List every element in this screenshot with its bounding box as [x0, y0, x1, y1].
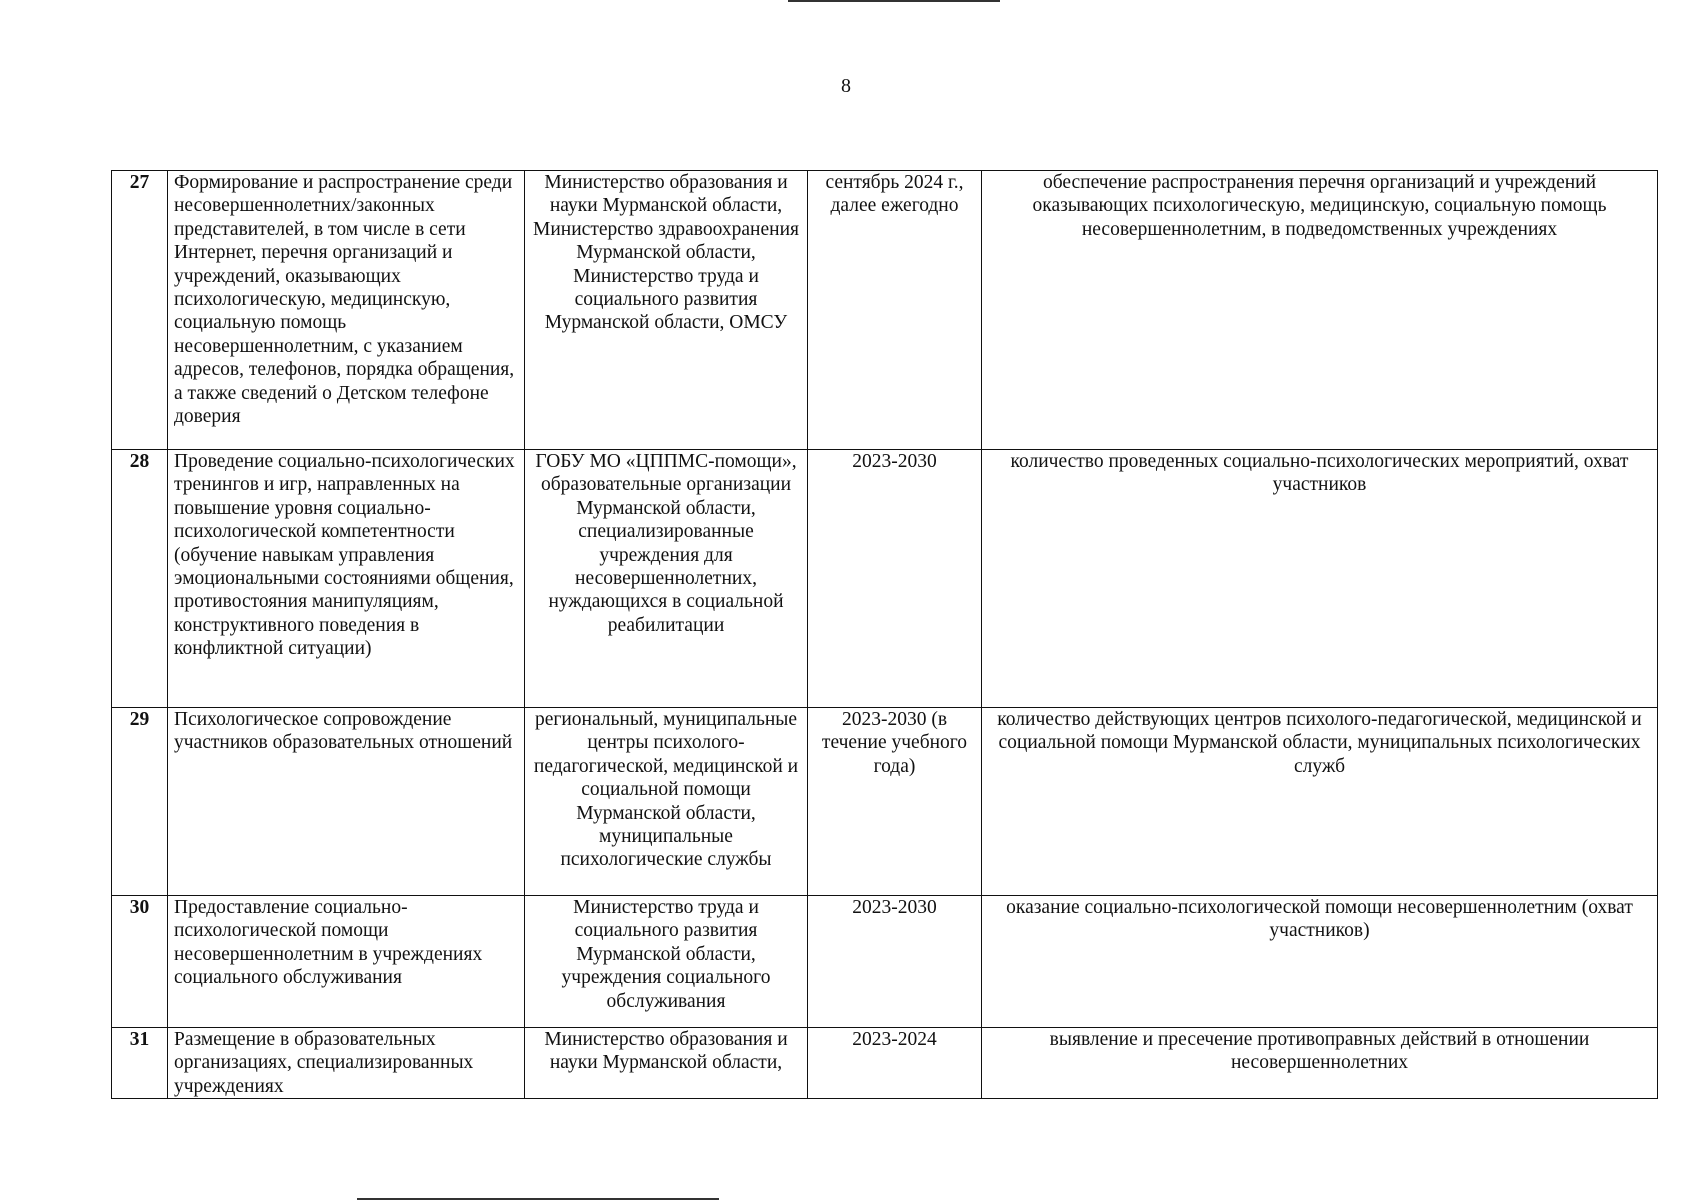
expected-result: количество действующих центров психолого-педагогической, медицинской и социальной помощи Мурманской области, муниципальных психологических служб — [982, 708, 1658, 896]
table-row — [112, 1028, 1658, 1099]
execution-term: 2023-2030 (в течение учебного года) — [808, 708, 982, 896]
measures-table — [111, 170, 1658, 1099]
row-number: 30 — [112, 896, 168, 1028]
event-description: Психологическое сопровождение участников образовательных отношений — [168, 708, 525, 896]
event-description: Предоставление социально-психологической помощи несовершеннолетним в учреждениях социального обслуживания — [168, 896, 525, 1028]
top-edge-mark — [788, 0, 1000, 2]
responsible-executors: региональный, муниципальные центры психолого-педагогической, медицинской и социальной помощи Мурманской области, муниципальные психологические службы — [525, 708, 808, 896]
expected-result: обеспечение распространения перечня организаций и учреждений оказывающих психологическую, медицинскую, социальную помощь несовершеннолетним, в подведомственных учреждениях — [982, 171, 1658, 450]
expected-result: количество проведенных социально-психологических мероприятий, охват участников — [982, 450, 1658, 708]
execution-term: 2023-2030 — [808, 896, 982, 1028]
row-number: 29 — [112, 708, 168, 896]
execution-term: 2023-2024 — [808, 1028, 982, 1099]
row-number: 31 — [112, 1028, 168, 1099]
responsible-executors: ГОБУ МО «ЦППМС-помощи», образовательные организации Мурманской области, специализированные учреждения для несовершеннолетних, нуждающихся в социальной реабилитации — [525, 450, 808, 708]
row-number: 28 — [112, 450, 168, 708]
page-number: 8 — [841, 75, 851, 97]
table-row — [112, 896, 1658, 1028]
event-description: Формирование и распространение среди несовершеннолетних/законных представителей, в том числе в сети Интернет, перечня организаций и учреждений, оказывающих психологическую, медицинскую, социальную помощь несовершеннолетним, с указанием адресов, телефонов, порядка обращения, а также сведений о Детском телефоне доверия — [168, 171, 525, 450]
event-description: Проведение социально-психологических тренингов и игр, направленных на повышение уровня социально-психологической компетентности (обучение навыкам управления эмоциональными состояниями общения, противостояния манипуляциям, конструктивного поведения в конфликтной ситуации) — [168, 450, 525, 708]
execution-term: сентябрь 2024 г., далее ежегодно — [808, 171, 982, 450]
event-description: Размещение в образовательных организациях, специализированных учреждениях — [168, 1028, 525, 1099]
table-row — [112, 708, 1658, 896]
table-row — [112, 450, 1658, 708]
row-number: 27 — [112, 171, 168, 450]
expected-result: оказание социально-психологической помощи несовершеннолетним (охват участников) — [982, 896, 1658, 1028]
table-row — [112, 171, 1658, 450]
responsible-executors: Министерство образования и науки Мурманской области, Министерство здравоохранения Мурманской области, Министерство труда и социального развития Мурманской области, ОМСУ — [525, 171, 808, 450]
expected-result: выявление и пресечение противоправных действий в отношении несовершеннолетних — [982, 1028, 1658, 1099]
responsible-executors: Министерство труда и социального развития Мурманской области, учреждения социального обслуживания — [525, 896, 808, 1028]
execution-term: 2023-2030 — [808, 450, 982, 708]
responsible-executors: Министерство образования и науки Мурманской области, — [525, 1028, 808, 1099]
